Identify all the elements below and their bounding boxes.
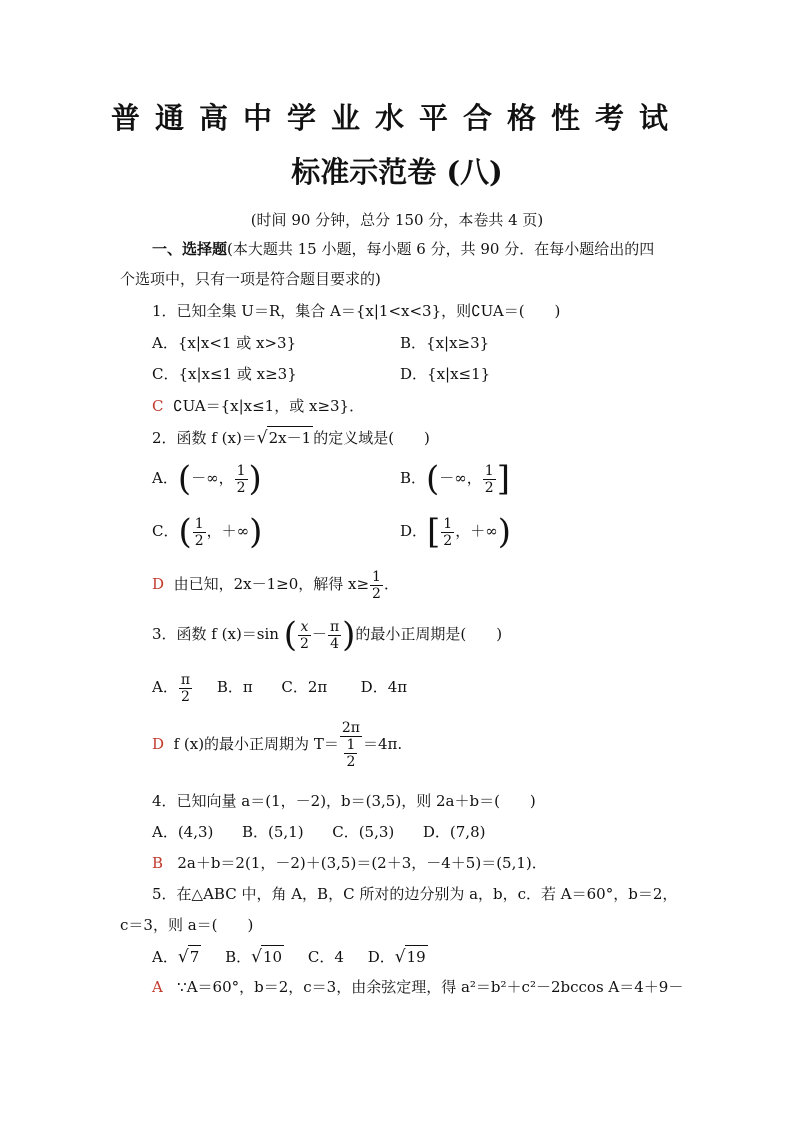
q4-answer-line — [152, 852, 547, 874]
q3-stem: 3．函数 f (x)＝sin ( $\frac{x}{2}$ － $\frac{\pi}{4}$ )的最小正周期是( ) — [152, 615, 503, 655]
q2-answer: D — [152, 575, 165, 593]
q2-radicand: 2x－1 — [267, 426, 314, 449]
q5-explain: ∵A＝60°，b＝2，c＝3，由余弦定理，得 a²＝b²＋c²－2bccos A＝4＋9－ — [177, 978, 684, 996]
q2-a-half: $\frac{1}{2}$ — [236, 462, 246, 496]
q3-frac-pi4: $\frac{\pi}{4}$ — [329, 618, 340, 652]
q2-option-b-label: B． — [400, 469, 427, 487]
q2-stem — [152, 426, 430, 449]
q1-option-b: B．{x|x≥3} — [400, 334, 490, 352]
q3-option-c: C．2π — [281, 678, 328, 696]
q5-answer-line — [152, 976, 683, 998]
q4-options — [152, 821, 485, 843]
q2-stem-post: 的定义域是( ) — [313, 429, 430, 447]
q2-explain-post: ． — [383, 575, 399, 593]
q1-option-c: C．{x|x≤1 或 x≥3} — [152, 365, 297, 383]
q3-answer-line — [152, 712, 402, 776]
section-desc-1: (本大题共 15 小题，每小题 6 分，共 90 分．在每小题给出的四 — [227, 240, 655, 258]
q2-option-b: B．(－∞， $\frac{1}{2}$ ] — [400, 459, 510, 499]
q4-explain: 2a＋b＝2(1，－2)＋(3,5)＝(2＋3，－4＋5)＝(5,1)． — [177, 854, 547, 872]
section-heading: 一、选择题 — [152, 240, 228, 258]
q3-stem-post: 的最小正周期是( ) — [355, 625, 503, 643]
exam-subtitle-title: 标准示范卷 (八) — [291, 155, 503, 189]
q2-answer-line — [152, 564, 399, 604]
q3-option-d: D．4π — [360, 678, 408, 696]
q5-option-c: C．4 — [307, 948, 344, 966]
q2-b-neg-inf: －∞， — [439, 469, 482, 487]
q3-option-b: B．π — [216, 678, 253, 696]
q2-c-half: $\frac{1}{2}$ — [194, 515, 204, 549]
q4-stem: 4．已知向量 a＝(1，－2)，b＝(3,5)，则 2a＋b＝( ) — [152, 792, 536, 810]
q4-option-d: D．(7,8) — [422, 823, 486, 841]
q2-d-half: $\frac{1}{2}$ — [443, 515, 453, 549]
q5-option-a: A．√7 — [152, 947, 200, 967]
q1-explain: ∁UA＝{x|x≤1，或 x≥3}． — [173, 397, 365, 415]
section-desc-2: 个选项中，只有一项是符合题目要求的) — [120, 270, 381, 288]
q2-explain-pre: 由已知，2x－1≥0，解得 x≥ — [173, 575, 370, 593]
q2-a-neg-inf: －∞， — [191, 469, 234, 487]
q3-minus: － — [311, 625, 327, 643]
q5-answer: A — [152, 978, 163, 996]
q2-option-c-label: C． — [152, 522, 179, 540]
q3-stem-pre: 3．函数 f (x)＝sin — [152, 625, 284, 643]
q2-option-a: A．(－∞， $\frac{1}{2}$ ) — [152, 459, 262, 499]
q1-answer: C — [152, 397, 164, 415]
q4-option-a: A．(4,3) — [152, 823, 214, 841]
q2-c-pos-inf: ，＋∞ — [206, 522, 250, 540]
exam-info: (时间 90 分钟，总分 150 分，本卷共 4 页) — [250, 211, 544, 229]
q5-stem-line2: c＝3，则 a＝( ) — [120, 916, 254, 934]
q1-option-d: D．{x|x≤1} — [400, 365, 491, 383]
q2-d-pos-inf: ，＋∞ — [455, 522, 498, 540]
q3-explain-frac: $\frac{2\pi}{\frac{1}{2}}$ — [341, 720, 360, 770]
q3-option-a: A． $\frac{\pi}{2}$ — [152, 671, 191, 705]
section-heading-line — [152, 238, 654, 260]
q3-answer: D — [152, 735, 165, 753]
sqrt-icon: √ — [256, 428, 268, 448]
q2-option-c: C．( $\frac{1}{2}$ ，＋∞) — [152, 512, 263, 552]
q3-explain-post: ＝4π. — [362, 735, 403, 753]
q5-options — [152, 945, 428, 968]
q1-option-a: A．{x|x<1 或 x>3} — [152, 334, 297, 352]
q5-option-d: D．√19 — [367, 947, 426, 967]
q3-explain-pre: f (x)的最小正周期为 T＝ — [173, 735, 339, 753]
q1-stem: 1．已知全集 U＝R，集合 A＝{x|1<x<3}，则∁UA＝( ) — [152, 302, 561, 320]
q2-b-half: $\frac{1}{2}$ — [484, 462, 494, 496]
q4-option-c: C．(5,3) — [332, 823, 395, 841]
q5-option-b: B．√10 — [225, 947, 283, 967]
q2-explain-half: $\frac{1}{2}$ — [372, 568, 381, 602]
q2-option-a-label: A． — [152, 469, 178, 487]
q4-option-b: B．(5,1) — [242, 823, 304, 841]
q2-option-d: D．[ $\frac{1}{2}$ ，＋∞) — [400, 512, 511, 552]
exam-title: 普通高中学业水平合格性考试 — [110, 101, 683, 135]
q3-frac-x2: $\frac{x}{2}$ — [300, 618, 309, 652]
q5-stem-line1: 5．在△ABC 中，角 A，B，C 所对的边分别为 a，b，c．若 A＝60°，b＝2， — [152, 885, 678, 903]
q1-answer-line — [152, 395, 364, 417]
q4-answer: B — [152, 854, 164, 872]
q2-option-d-label: D． — [400, 522, 428, 540]
q2-stem-pre: 2．函数 f (x)＝ — [152, 429, 257, 447]
q3-options — [152, 667, 407, 707]
